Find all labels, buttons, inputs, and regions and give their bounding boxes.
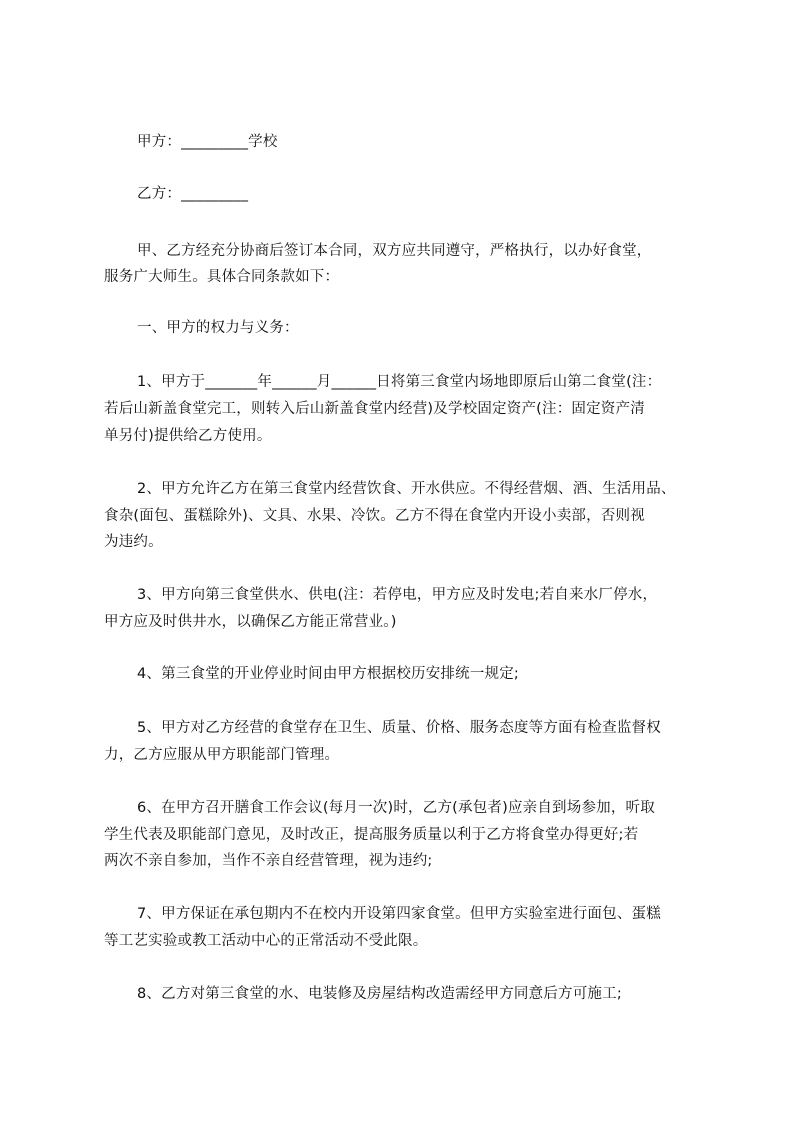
clause-2-line-3: 为违约。 xyxy=(104,534,163,550)
clause-2-line-1: 2、甲方允许乙方在第三食堂内经营饮食、开水供应。不得经营烟、酒、生活用品、 xyxy=(137,481,676,497)
clause-7-line-2: 等工艺实验或教工活动中心的正常活动不受此限。 xyxy=(104,933,428,949)
party-a-line: 甲方：_________学校 xyxy=(137,134,278,150)
section1-heading: 一、甲方的权力与义务： xyxy=(137,320,299,336)
clause-7-line-1: 7、甲方保证在承包期内不在校内开设第四家食堂。但甲方实验室进行面包、蛋糕 xyxy=(137,906,661,922)
clause-1-line-3: 单另付)提供给乙方使用。 xyxy=(104,428,272,444)
intro-line-2: 服务广大师生。具体合同条款如下： xyxy=(104,269,340,285)
clause-6-line-1: 6、在甲方召开膳食工作会议(每月一次)时，乙方(承包者)应亲自到场参加，听取 xyxy=(137,800,655,816)
clause-5-line-1: 5、甲方对乙方经营的食堂存在卫生、质量、价格、服务态度等方面有检查监督权 xyxy=(137,720,661,736)
clause-2-line-2: 食杂(面包、蛋糕除外)、文具、水果、冷饮。乙方不得在食堂内开设小卖部，否则视 xyxy=(104,508,645,524)
clause-5-line-2: 力，乙方应服从甲方职能部门管理。 xyxy=(104,747,340,763)
clause-3-line-2: 甲方应及时供井水，以确保乙方能正常营业。) xyxy=(104,614,397,630)
clause-1-line-1: 1、甲方于_______年______月______日将第三食堂内场地即原后山第二食堂(注： xyxy=(137,374,662,390)
party-b-line: 乙方：_________ xyxy=(137,186,249,202)
intro-line-1: 甲、乙方经充分协商后签订本合同，双方应共同遵守，严格执行，以办好食堂， xyxy=(137,243,652,259)
clause-6-line-2: 学生代表及职能部门意见，及时改正，提高服务质量以利于乙方将食堂办得更好;若 xyxy=(104,827,639,843)
clause-6-line-3: 两次不亲自参加，当作不亲自经营管理，视为违约; xyxy=(104,853,433,869)
clause-1-line-2: 若后山新盖食堂完工，则转入后山新盖食堂内经营)及学校固定资产(注：固定资产清 xyxy=(104,401,645,417)
clause-4-line-1: 4、第三食堂的开业停业时间由甲方根据校历安排统一规定; xyxy=(137,666,520,682)
clause-8-line-1: 8、乙方对第三食堂的水、电装修及房屋结构改造需经甲方同意后方可施工; xyxy=(137,986,622,1002)
clause-3-line-1: 3、甲方向第三食堂供水、供电(注：若停电，甲方应及时发电;若自来水厂停水， xyxy=(137,587,658,603)
